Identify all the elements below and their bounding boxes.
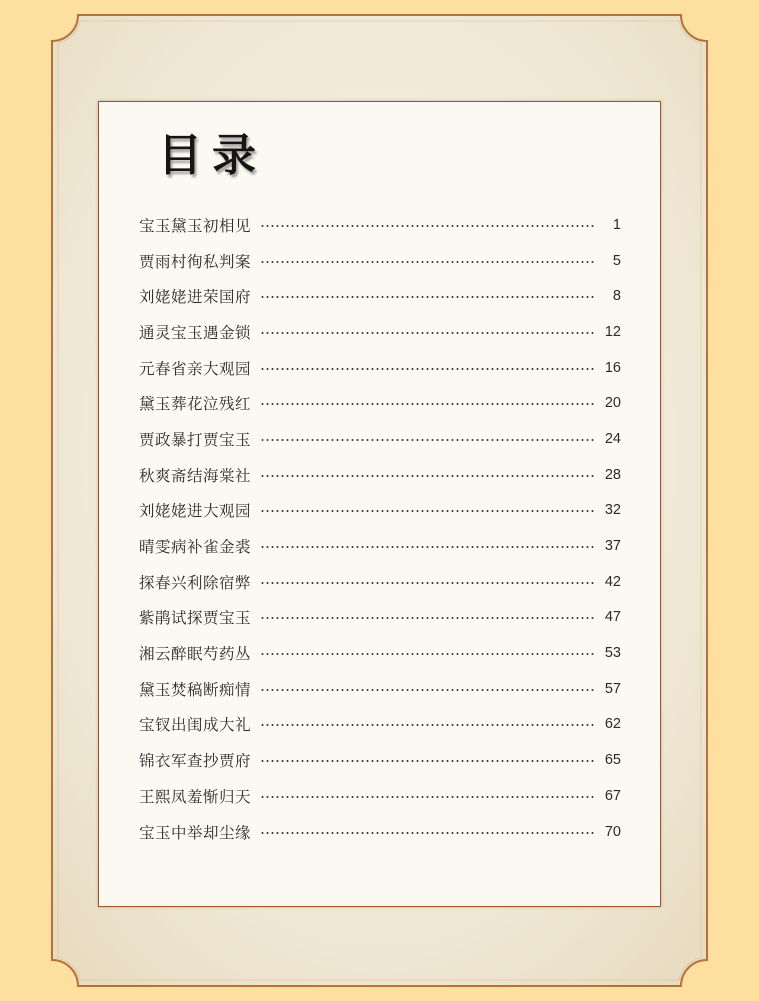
toc-entry[interactable] — [139, 742, 621, 778]
dot-leader — [260, 368, 595, 370]
toc-entry-page-number: 1 — [612, 216, 621, 233]
toc-entry-page-number: 42 — [604, 573, 621, 590]
toc-entry-title: 黛玉葬花泣残红 — [139, 395, 252, 414]
toc-entry-page-number: 57 — [604, 680, 621, 697]
dot-leader — [260, 332, 595, 334]
dot-leader — [260, 796, 595, 798]
toc-entry[interactable] — [139, 243, 621, 279]
toc-entry-title: 元春省亲大观园 — [139, 359, 252, 378]
toc-entry-title: 晴雯病补雀金裘 — [139, 538, 252, 557]
toc-entry[interactable] — [139, 278, 621, 314]
toc-entry-page-number: 47 — [604, 609, 621, 626]
dot-leader — [260, 760, 595, 762]
toc-entry-page-number: 16 — [604, 359, 621, 376]
toc-entry[interactable] — [139, 600, 621, 636]
dot-leader — [260, 689, 595, 691]
toc-entry[interactable] — [139, 421, 621, 457]
dot-leader — [260, 261, 595, 263]
toc-entry-page-number: 62 — [604, 716, 621, 733]
dot-leader — [260, 832, 595, 834]
toc-entry[interactable] — [139, 457, 621, 493]
dot-leader — [260, 439, 595, 441]
toc-entry[interactable] — [139, 635, 621, 671]
toc-entry-title: 紫鹃试探贾宝玉 — [139, 609, 252, 628]
toc-entry-page-number: 5 — [612, 252, 621, 269]
toc-entry-page-number: 12 — [604, 323, 621, 340]
toc-entry[interactable] — [139, 778, 621, 814]
dot-leader — [260, 475, 595, 477]
toc-entry[interactable] — [139, 314, 621, 350]
toc-entry-title: 通灵宝玉遇金锁 — [139, 323, 252, 342]
page-title: 目录 — [158, 130, 266, 181]
toc-entry-title: 刘姥姥进荣国府 — [139, 288, 252, 307]
toc-entry-page-number: 32 — [604, 502, 621, 519]
toc-entry-title: 贾政暴打贾宝玉 — [139, 430, 252, 449]
toc-entry-title: 湘云醉眠芍药丛 — [139, 645, 252, 664]
toc-entry-page-number: 8 — [612, 288, 621, 305]
toc-entry[interactable] — [139, 671, 621, 707]
toc-entry-page-number: 20 — [604, 395, 621, 412]
toc-entry-title: 探春兴利除宿弊 — [139, 573, 252, 592]
dot-leader — [260, 296, 595, 298]
dot-leader — [260, 225, 595, 227]
toc-entry-title: 黛玉焚稿断痴情 — [139, 680, 252, 699]
toc-entry[interactable] — [139, 493, 621, 529]
toc-entry-title: 贾雨村徇私判案 — [139, 252, 252, 271]
dot-leader — [260, 582, 595, 584]
dot-leader — [260, 617, 595, 619]
toc-entry[interactable] — [139, 814, 621, 850]
toc-entry-title: 宝玉中举却尘缘 — [139, 823, 252, 842]
dot-leader — [260, 724, 595, 726]
toc-entry-page-number: 37 — [604, 538, 621, 555]
dot-leader — [260, 546, 595, 548]
toc-entry-page-number: 28 — [604, 466, 621, 483]
toc-entry[interactable] — [139, 350, 621, 386]
toc-entry-title: 宝钗出闺成大礼 — [139, 716, 252, 735]
toc-entry-page-number: 24 — [604, 430, 621, 447]
toc-entry-page-number: 65 — [604, 752, 621, 769]
toc-entry[interactable] — [139, 207, 621, 243]
toc-entry-title: 锦衣军查抄贾府 — [139, 752, 252, 771]
toc-entry[interactable] — [139, 528, 621, 564]
toc-entry-title: 宝玉黛玉初相见 — [139, 216, 252, 235]
toc-entry-title: 王熙凤羞惭归天 — [139, 787, 252, 806]
dot-leader — [260, 653, 595, 655]
dot-leader — [260, 403, 595, 405]
dot-leader — [260, 510, 595, 512]
table-of-contents — [139, 207, 621, 849]
toc-entry[interactable] — [139, 564, 621, 600]
toc-entry[interactable] — [139, 385, 621, 421]
toc-entry[interactable] — [139, 707, 621, 743]
toc-entry-page-number: 53 — [604, 645, 621, 662]
toc-entry-title: 刘姥姥进大观园 — [139, 502, 252, 521]
toc-entry-page-number: 67 — [604, 787, 621, 804]
toc-entry-page-number: 70 — [604, 823, 621, 840]
toc-entry-title: 秋爽斋结海棠社 — [139, 466, 252, 485]
